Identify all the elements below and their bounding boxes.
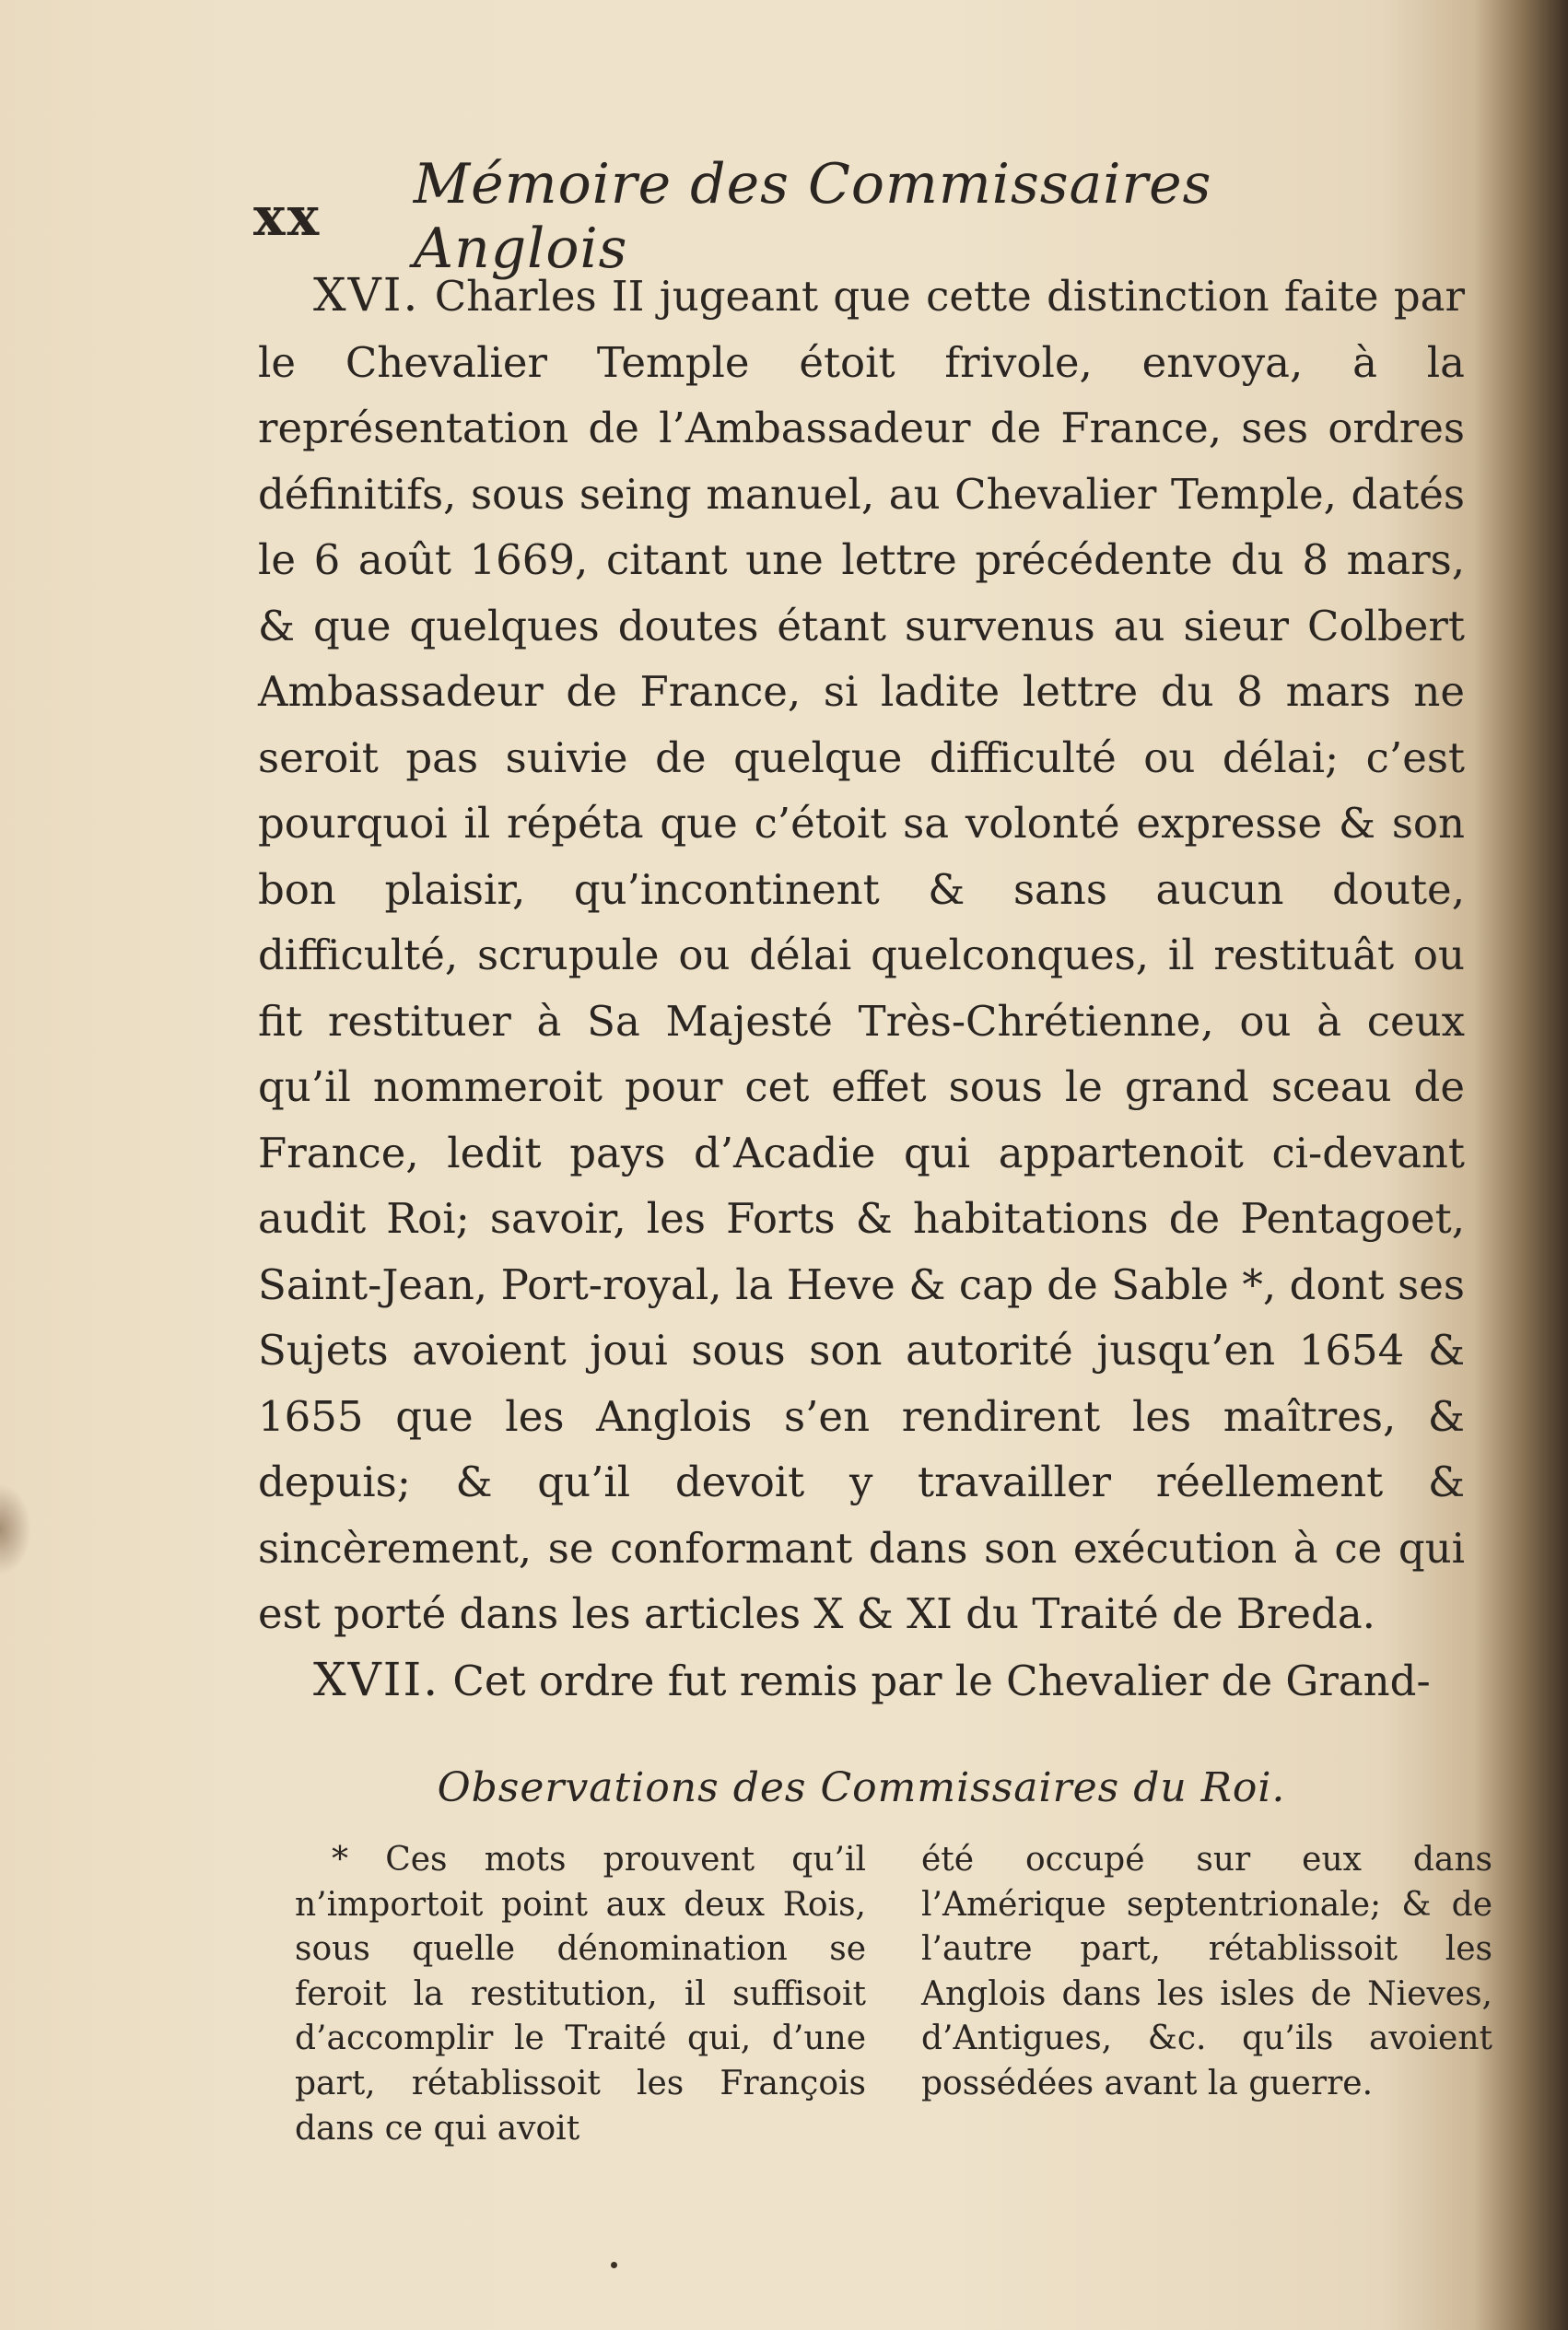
running-title: Mémoire des Commissaires Anglois <box>413 152 1212 281</box>
paper-stain <box>0 1483 31 1575</box>
footnote-text-right: été occupé sur eux dans l’Amérique septentrionale; & de l’autre part, rétablissoit les Anglois dans les isles de Nieves, d’Antigues, &c. qu’ils avoient possédées avant la guerre. <box>921 1841 1492 2102</box>
section-xvii-text: Cet ordre fut remis par le Chevalier de Grand- <box>452 1656 1431 1705</box>
page-number: xx <box>253 185 322 248</box>
main-text <box>258 263 1465 1714</box>
section-xvi-label: XVI. <box>313 268 420 322</box>
footnote-column-left <box>295 1838 866 2151</box>
footnote-text-left: * Ces mots prouvent qu’il n’importoit point aux deux Rois, sous quelle dénomination se feroit la restitution, il suffisoit d’accomplir le Traité qui, d’une part, rétablissoit les François dans ce qui avoit <box>295 1841 866 2148</box>
section-xvii <box>258 1647 1465 1715</box>
footnote-column-right <box>921 1838 1492 2151</box>
footnotes <box>295 1838 1492 2151</box>
section-xvi <box>258 263 1465 1647</box>
section-xvii-label: XVII. <box>313 1652 440 1706</box>
observations-title: Observations des Commissaires du Roi. <box>437 1764 1286 1811</box>
page-header <box>253 152 1267 281</box>
ink-dot <box>611 2262 617 2268</box>
section-xvi-text: Charles II jugeant que cette distinction faite par le Chevalier Temple étoit frivole, envoya, à la représentation de l’Ambassadeur de France, ses ordres définitifs, sous seing manuel, au Chevalier Temple, datés le 6 août 1669, citant une lettre précédente du 8 mars, & que quelques doutes étant survenus au sieur Colbert Ambassadeur de France, si ladite lettre du 8 mars ne seroit pas suivie de quelque difficulté ou délai; c’est pourquoi il répéta que c’étoit sa volonté expresse & son bon plaisir, qu’incontinent & sans aucun doute, difficulté, scrupule ou délai quelconques, il restituât ou fit restituer à Sa Majesté Très-Chrétienne, ou à ceux qu’il nommeroit pour cet effet sous le grand sceau de France, ledit pays d’Acadie qui appartenoit ci-devant audit Roi; savoir, les Forts & habitations de Pentagoet, Saint-Jean, Port-royal, la Heve & cap de Sable *, dont ses Sujets avoient joui sous son autorité jusqu’en 1654 & 1655 que les Anglois s’en rendirent les maîtres, & depuis; & qu’il devoit y travailler réellement & sincèrement, se conformant dans son exécution à ce qui est porté dans les articles X & XI du Traité de Breda. <box>258 272 1465 1638</box>
